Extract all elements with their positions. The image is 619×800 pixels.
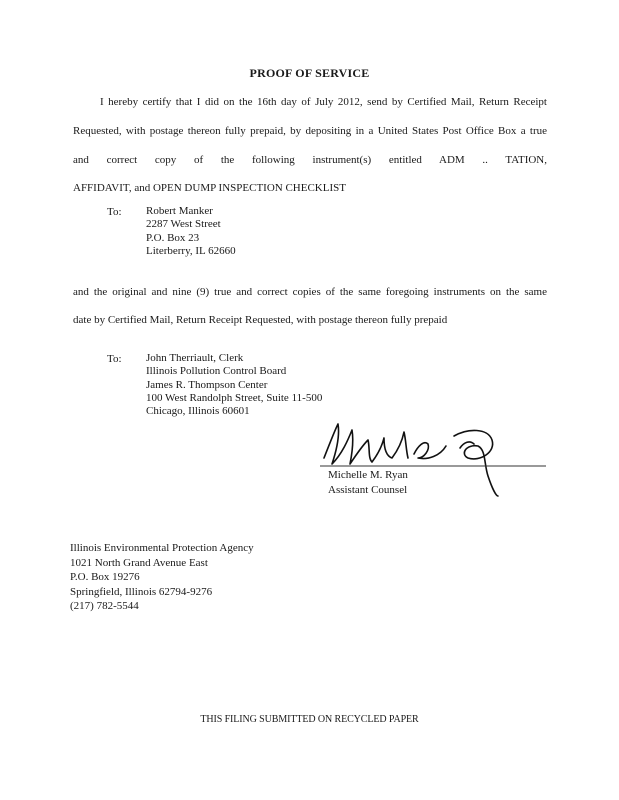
- certification-line: and correct copy of the following instrument(s) entitled ADM .. TATION,: [73, 154, 547, 166]
- certification-line: I hereby certify that I did on the 16th day of July 2012, send by Certified Mail, Return Receipt: [100, 96, 547, 108]
- recipient-city: Literberry, IL 62660: [146, 244, 236, 257]
- recipient-name: Robert Manker: [146, 205, 213, 217]
- signer-title: Assistant Counsel: [328, 484, 408, 496]
- page-title: PROOF OF SERVICE: [249, 66, 370, 80]
- recycled-paper-footer: THIS FILING SUBMITTED ON RECYCLED PAPER: [200, 714, 419, 725]
- signature-stroke: [324, 424, 408, 464]
- agency-address: [70, 541, 254, 614]
- signer-name: Michelle M. Ryan: [328, 469, 408, 481]
- recipient-po-box: P.O. Box 23: [146, 231, 200, 244]
- signer-block: [328, 468, 408, 498]
- certification-line: Requested, with postage thereon fully prepaid, by depositing in a United States Post Office Box a true: [73, 125, 547, 137]
- recipient-building: James R. Thompson Center: [146, 378, 268, 391]
- recipient-street: 2287 West Street: [146, 218, 221, 231]
- recipient-address-2: [146, 352, 322, 418]
- to-label: To:: [107, 353, 122, 365]
- recipient-name: John Therriault, Clerk: [146, 352, 244, 364]
- agency-phone: (217) 782-5544: [70, 600, 139, 613]
- agency-city: Springfield, Illinois 62794-9276: [70, 585, 213, 598]
- recipient-street: 100 West Randolph Street, Suite 11-500: [146, 391, 323, 404]
- to-label: To:: [107, 206, 122, 218]
- agency-po-box: P.O. Box 19276: [70, 571, 140, 584]
- signature-stroke: [414, 443, 446, 459]
- recipient-address-1: [146, 205, 236, 258]
- certification-line: AFFIDAVIT, and OPEN DUMP INSPECTION CHECKLIST: [73, 182, 346, 194]
- copies-line: and the original and nine (9) true and correct copies of the same foregoing instruments on the same: [73, 286, 547, 298]
- agency-street: 1021 North Grand Avenue East: [70, 556, 208, 569]
- recipient-city: Chicago, Illinois 60601: [146, 405, 250, 418]
- recipient-org: Illinois Pollution Control Board: [146, 365, 287, 378]
- signature-stroke: [454, 430, 498, 496]
- agency-name: Illinois Environmental Protection Agency: [70, 542, 254, 554]
- copies-line: date by Certified Mail, Return Receipt Requested, with postage thereon fully prepaid: [73, 314, 448, 326]
